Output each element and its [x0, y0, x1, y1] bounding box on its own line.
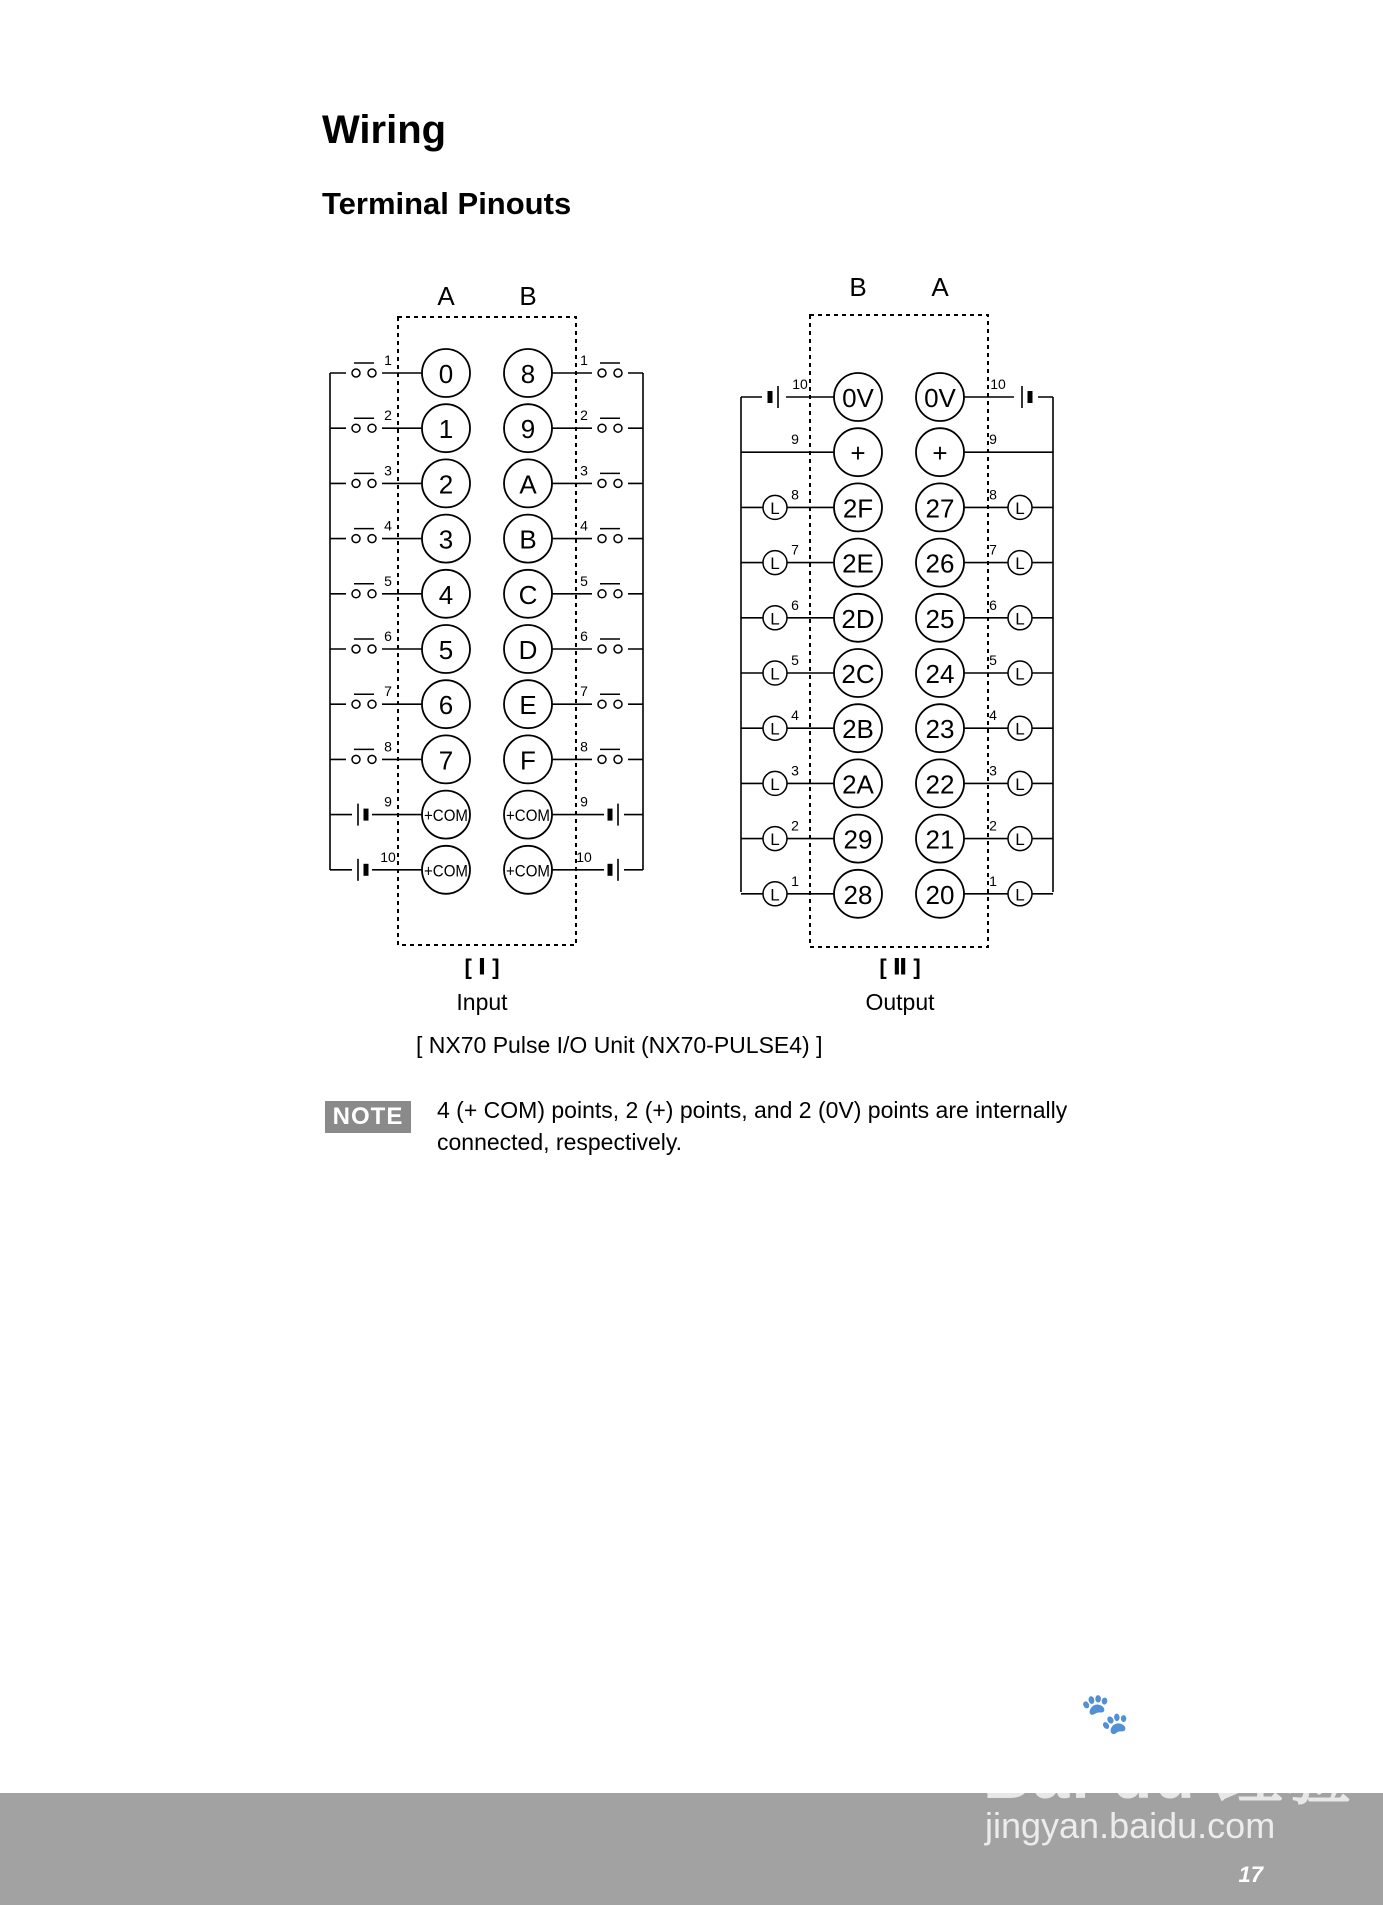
row-number: 7 — [384, 683, 392, 700]
switch-icon — [352, 755, 360, 763]
load-label: L — [770, 554, 780, 574]
row-number: 8 — [989, 486, 997, 503]
row-number: 3 — [791, 762, 799, 779]
page-title: Wiring — [322, 108, 447, 152]
row-number: 4 — [580, 517, 588, 534]
row-number: 8 — [580, 738, 588, 755]
load-label: L — [1015, 885, 1025, 905]
load-label: L — [1015, 554, 1025, 574]
row-number: 1 — [989, 872, 997, 889]
input-roman-label: [ Ⅰ ] — [464, 954, 500, 980]
row-number: 2 — [580, 407, 588, 424]
terminal-label: E — [519, 690, 537, 721]
switch-icon — [352, 424, 360, 432]
row-number: 9 — [791, 431, 799, 448]
terminal-label: 9 — [520, 414, 536, 445]
battery-gap — [604, 858, 624, 882]
terminal-label: 28 — [843, 879, 873, 910]
switch-icon — [352, 369, 360, 377]
watermark-logo: Bai du 经验 — [983, 1738, 1354, 1812]
row-number: 2 — [384, 407, 392, 424]
switch-icon — [598, 369, 606, 377]
load-label: L — [770, 885, 780, 905]
switch-icon — [368, 424, 376, 432]
watermark-url: jingyan.baidu.com — [985, 1805, 1276, 1846]
output-label: Output — [865, 989, 935, 1015]
switch-icon — [352, 535, 360, 543]
switch-icon — [368, 479, 376, 487]
row-number: 5 — [580, 572, 588, 589]
input-label: Input — [456, 989, 508, 1015]
figure-caption: [ NX70 Pulse I/O Unit (NX70-PULSE4) ] — [416, 1032, 823, 1058]
switch-icon — [598, 479, 606, 487]
switch-icon — [614, 424, 622, 432]
switch-icon — [368, 590, 376, 598]
terminal-label: 25 — [925, 603, 955, 634]
input-column-b-header: B — [519, 281, 537, 311]
row-number: 5 — [384, 572, 392, 589]
row-number: 9 — [384, 793, 392, 810]
load-label: L — [1015, 609, 1025, 629]
row-number: 7 — [580, 683, 588, 700]
terminal-label: D — [518, 635, 538, 665]
load-label: L — [770, 664, 780, 684]
load-label: L — [770, 774, 780, 794]
terminal-label: 29 — [843, 824, 873, 855]
row-number: 7 — [791, 541, 799, 558]
note-text: 4 (+ COM) points, 2 (+) points, and 2 (0V) points are internally connected, respectively. — [437, 1097, 1068, 1155]
row-number: 9 — [580, 793, 588, 810]
switch-icon — [614, 700, 622, 708]
row-number: 4 — [791, 707, 799, 724]
terminal-label: 4 — [438, 579, 454, 610]
switch-icon — [368, 535, 376, 543]
terminal-label: F — [520, 745, 536, 776]
terminal-label: + — [932, 438, 948, 469]
output-column-b-header: B — [849, 272, 867, 302]
terminal-label: 3 — [438, 524, 454, 555]
terminal-label: 23 — [925, 714, 955, 745]
switch-icon — [614, 755, 622, 763]
row-number: 7 — [989, 541, 997, 558]
row-number: 5 — [791, 652, 799, 668]
terminal-label: + — [850, 438, 866, 469]
terminal-label: 26 — [925, 548, 955, 579]
switch-icon — [598, 645, 606, 653]
switch-icon — [598, 535, 606, 543]
note-badge: NOTE — [325, 1101, 411, 1133]
battery-gap — [1014, 385, 1038, 409]
terminal-label: 2A — [842, 769, 874, 800]
load-label: L — [770, 719, 780, 739]
terminal-label: 1 — [438, 414, 454, 445]
switch-icon — [614, 369, 622, 377]
terminal-label: 0 — [438, 359, 454, 389]
section-title: Terminal Pinouts — [322, 186, 572, 221]
switch-icon — [614, 479, 622, 487]
switch-icon — [614, 535, 622, 543]
load-label: L — [1015, 830, 1025, 850]
battery-gap — [762, 385, 786, 409]
switch-icon — [368, 645, 376, 653]
load-label: L — [770, 609, 780, 629]
row-number: 1 — [580, 352, 588, 368]
row-number: 6 — [580, 628, 588, 644]
row-number: 10 — [792, 376, 808, 392]
row-number: 10 — [576, 848, 592, 865]
output-column-a-header: A — [931, 272, 949, 302]
switch-icon — [614, 590, 622, 598]
terminal-label: 7 — [438, 745, 454, 776]
terminal-label: 2 — [438, 469, 454, 500]
row-number: 2 — [989, 817, 997, 834]
row-number: 8 — [384, 738, 392, 755]
row-number: 1 — [384, 352, 392, 368]
row-number: 3 — [989, 762, 997, 779]
row-number: 6 — [791, 596, 799, 613]
terminal-label: A — [519, 469, 537, 500]
row-number: 1 — [791, 872, 799, 889]
terminal-label: 8 — [520, 359, 536, 389]
terminal-label: 2C — [841, 659, 875, 689]
switch-icon — [352, 700, 360, 708]
terminal-label: 2E — [842, 548, 874, 579]
terminal-label: +COM — [424, 861, 468, 881]
switch-icon — [598, 590, 606, 598]
switch-icon — [368, 700, 376, 708]
input-block-box — [398, 317, 576, 945]
row-number: 6 — [989, 596, 997, 613]
terminal-label: +COM — [506, 861, 550, 881]
terminal-label: 22 — [925, 769, 955, 800]
row-number: 4 — [989, 707, 997, 724]
switch-icon — [352, 590, 360, 598]
load-label: L — [770, 830, 780, 850]
terminal-label: 20 — [925, 879, 955, 910]
row-number: 4 — [384, 517, 392, 534]
row-number: 8 — [791, 486, 799, 503]
paw-icon: 🐾 — [1080, 1692, 1130, 1736]
switch-icon — [352, 645, 360, 653]
switch-icon — [598, 424, 606, 432]
switch-icon — [368, 755, 376, 763]
battery-gap — [604, 803, 624, 827]
switch-icon — [352, 479, 360, 487]
switch-icon — [598, 755, 606, 763]
page-number: 17 — [1238, 1862, 1263, 1887]
load-label: L — [1015, 498, 1025, 518]
terminal-label: 2F — [842, 493, 874, 524]
terminal-label: +COM — [506, 806, 550, 826]
battery-gap — [352, 858, 372, 882]
terminal-label: 21 — [925, 824, 955, 855]
terminal-label: 6 — [438, 690, 454, 721]
input-column-a-header: A — [437, 281, 455, 311]
terminal-label: 2D — [841, 603, 875, 634]
load-label: L — [770, 498, 780, 518]
switch-icon — [368, 369, 376, 377]
row-number: 10 — [990, 376, 1006, 392]
row-number: 2 — [791, 817, 799, 834]
terminal-label: B — [519, 524, 537, 555]
terminal-label: 24 — [925, 659, 955, 689]
terminal-label: 2B — [842, 714, 874, 745]
load-label: L — [1015, 774, 1025, 794]
row-number: 3 — [384, 462, 392, 479]
terminal-label: 0V — [924, 383, 956, 413]
row-number: 9 — [989, 431, 997, 448]
switch-icon — [598, 700, 606, 708]
row-number: 5 — [989, 652, 997, 668]
load-label: L — [1015, 719, 1025, 739]
terminal-label: +COM — [424, 806, 468, 826]
output-roman-label: [ Ⅱ ] — [879, 954, 921, 980]
row-number: 6 — [384, 628, 392, 644]
row-number: 3 — [580, 462, 588, 479]
battery-gap — [352, 803, 372, 827]
row-number: 10 — [380, 848, 396, 865]
terminal-label: 27 — [925, 493, 955, 524]
terminal-label: 5 — [438, 635, 454, 665]
switch-icon — [614, 645, 622, 653]
load-label: L — [1015, 664, 1025, 684]
terminal-label: C — [518, 579, 538, 610]
terminal-label: 0V — [842, 383, 874, 413]
